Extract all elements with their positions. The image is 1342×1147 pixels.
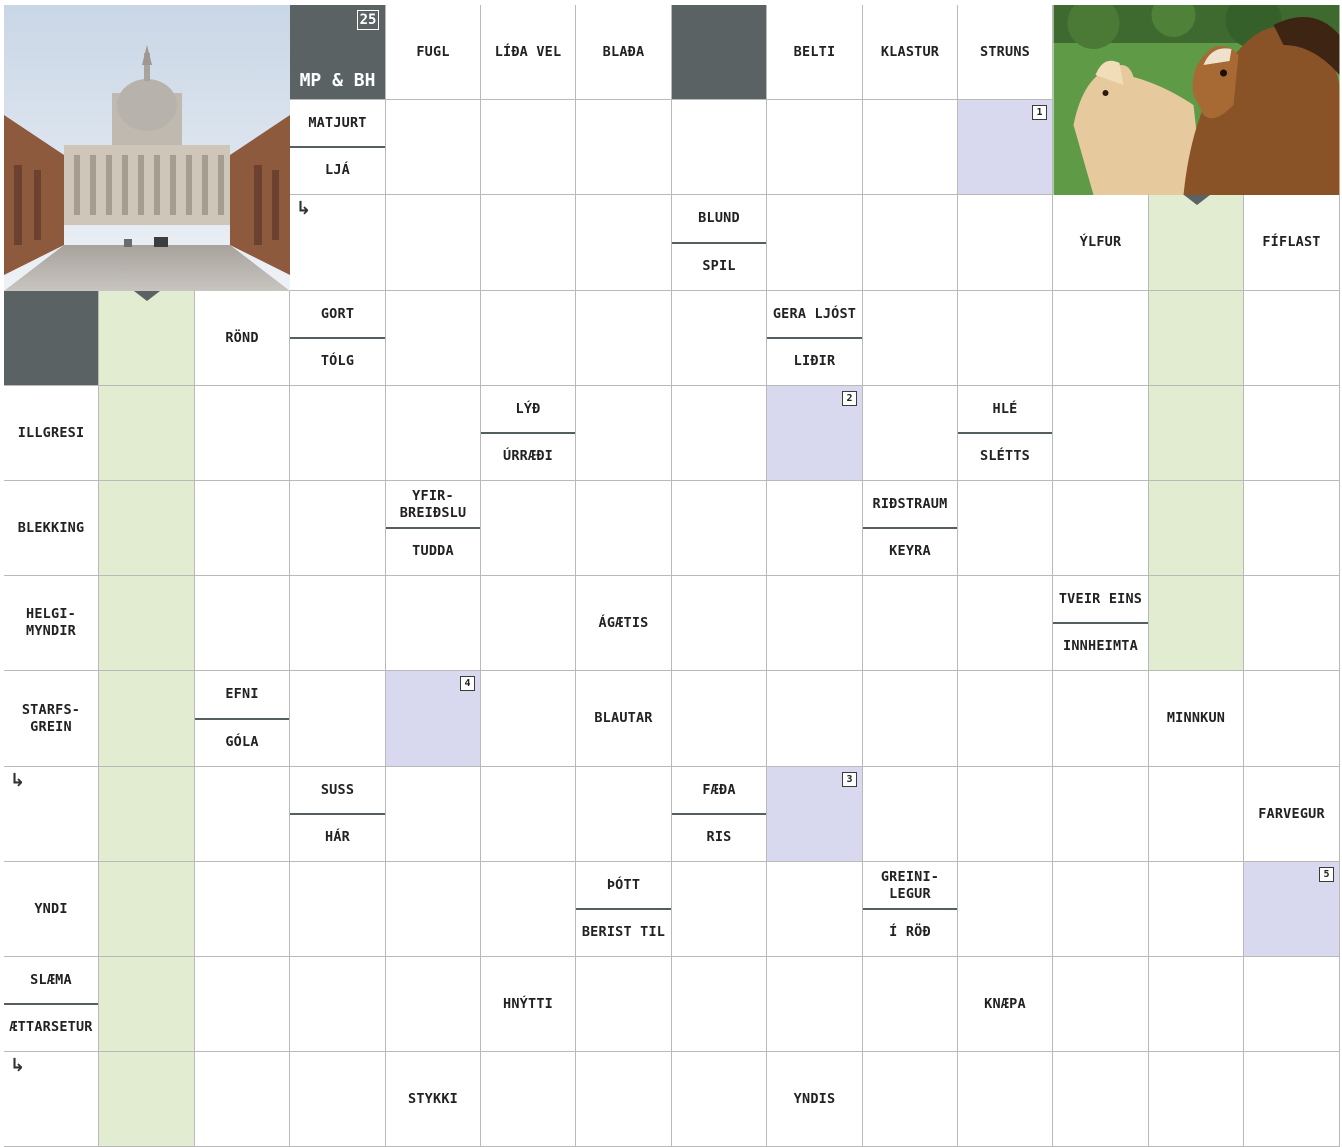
- clue-text: BLAUTAR: [594, 710, 653, 726]
- grid-cell[interactable]: [1244, 576, 1340, 671]
- crossword-board: [4, 5, 1340, 1143]
- blocked-cell: [672, 5, 767, 100]
- st-peters-basilica-photo: [4, 5, 290, 291]
- grid-cell[interactable]: [767, 671, 863, 767]
- grid-cell[interactable]: [481, 1052, 576, 1147]
- clue-top: [290, 291, 385, 338]
- clue-text: SLÆMA: [30, 972, 72, 988]
- clue-bottom: [481, 433, 575, 480]
- clue-text: LÍÐA VEL: [494, 43, 562, 60]
- grid-cell[interactable]: [481, 100, 576, 195]
- answer-column-cell[interactable]: [99, 957, 195, 1052]
- clue-bottom: [767, 338, 862, 385]
- clue-top: [672, 195, 766, 243]
- clue-top: [195, 671, 289, 719]
- clue-top: [576, 862, 671, 909]
- clue-cell: [4, 862, 99, 957]
- grid-cell[interactable]: [576, 767, 672, 862]
- clue-text: BREIÐSLU: [399, 504, 467, 521]
- grid-cell[interactable]: [195, 957, 290, 1052]
- clue-text: Í RÖÐ: [889, 924, 931, 940]
- clue-text: KNÆPA: [984, 995, 1026, 1012]
- answer-column-cell[interactable]: [99, 767, 195, 862]
- clue-top: [481, 386, 575, 433]
- split-clue-cell: [481, 386, 576, 481]
- grid-cell[interactable]: [863, 671, 958, 767]
- key-square[interactable]: [958, 100, 1053, 195]
- clue-text: GÓLA: [225, 733, 259, 750]
- clue-bottom: [672, 243, 766, 291]
- clue-cell: [1244, 767, 1340, 862]
- clue-bottom: [863, 528, 957, 575]
- grid-cell[interactable]: [4, 767, 99, 862]
- clue-cell: [386, 1052, 481, 1147]
- grid-cell[interactable]: [4, 1052, 99, 1147]
- grid-cell[interactable]: [481, 671, 576, 767]
- key-number: 5: [1319, 867, 1334, 882]
- pointer-down-icon: [1184, 195, 1210, 205]
- grid-cell[interactable]: [1053, 386, 1149, 481]
- grid-cell[interactable]: [1244, 957, 1340, 1052]
- clue-text: FÍFLAST: [1262, 234, 1321, 250]
- arrow-corner-icon: ↳: [10, 770, 26, 791]
- clue-bottom: [672, 814, 766, 861]
- grid-cell[interactable]: [958, 195, 1053, 291]
- grid-cell[interactable]: [1053, 291, 1149, 386]
- grid-cell[interactable]: [767, 862, 863, 957]
- clue-text: BLUND: [698, 210, 740, 227]
- key-square[interactable]: [386, 671, 481, 767]
- clue-cell: [767, 1052, 863, 1147]
- grid-cell[interactable]: [386, 100, 481, 195]
- answer-column-cell[interactable]: [99, 291, 195, 386]
- clue-text: BLAÐA: [602, 43, 645, 60]
- grid-cell[interactable]: [958, 1052, 1053, 1147]
- clue-text: KLASTUR: [880, 43, 940, 60]
- clue-cell: [4, 671, 99, 767]
- clue-top: [386, 481, 480, 528]
- clue-text: TUDDA: [412, 543, 454, 559]
- grid-cell[interactable]: [672, 862, 767, 957]
- answer-column-cell[interactable]: [99, 1052, 195, 1147]
- clue-text: RÖND: [225, 329, 259, 346]
- grid-cell[interactable]: [576, 957, 672, 1052]
- clue-text: ÝLFUR: [1079, 234, 1122, 250]
- grid-cell[interactable]: [386, 957, 481, 1052]
- clue-text: GREINI-: [880, 868, 940, 885]
- grid-cell[interactable]: [767, 100, 863, 195]
- grid-cell[interactable]: [1244, 1052, 1340, 1147]
- clue-text: TÓLG: [320, 353, 355, 369]
- split-clue-cell: [672, 195, 767, 291]
- arrow-corner-icon: ↳: [296, 198, 312, 219]
- grid-cell[interactable]: [386, 195, 481, 291]
- split-clue-cell: [290, 100, 386, 195]
- grid-cell[interactable]: [481, 862, 576, 957]
- clue-text: ÚRRÆÐI: [503, 448, 553, 464]
- grid-cell[interactable]: [863, 957, 958, 1052]
- split-clue-cell: [4, 957, 99, 1052]
- puzzle-number: 25: [357, 10, 379, 30]
- clue-text: MATJURT: [308, 115, 367, 131]
- grid-cell[interactable]: [672, 386, 767, 481]
- grid-cell[interactable]: [290, 481, 386, 576]
- grid-cell[interactable]: [958, 862, 1053, 957]
- answer-column-cell[interactable]: [1149, 576, 1244, 671]
- split-clue-cell: [290, 767, 386, 862]
- clue-bottom: [958, 433, 1052, 480]
- clue-text: ÁGÆTIS: [598, 614, 649, 631]
- clue-bottom: [863, 909, 957, 956]
- grid-cell[interactable]: [1053, 481, 1149, 576]
- grid-cell[interactable]: [1244, 386, 1340, 481]
- clue-text: YNDIS: [793, 1090, 836, 1107]
- grid-cell[interactable]: [481, 195, 576, 291]
- answer-column-cell[interactable]: [1149, 291, 1244, 386]
- grid-cell[interactable]: [672, 671, 767, 767]
- clue-text: SLÉTTS: [980, 448, 1030, 464]
- clue-bottom: [290, 338, 385, 385]
- split-clue-cell: [576, 862, 672, 957]
- clue-text: GERA LJÓST: [772, 306, 857, 322]
- answer-column-cell[interactable]: [99, 576, 195, 671]
- grid-cell[interactable]: [1053, 767, 1149, 862]
- grid-cell[interactable]: [195, 1052, 290, 1147]
- grid-cell[interactable]: [672, 100, 767, 195]
- answer-column-cell[interactable]: [99, 862, 195, 957]
- clue-text: SUSS: [320, 782, 355, 798]
- grid-cell[interactable]: [958, 576, 1053, 671]
- grid-cell[interactable]: [290, 1052, 386, 1147]
- grid-cell[interactable]: [1053, 671, 1149, 767]
- clue-text: GREIN: [30, 718, 72, 735]
- grid-cell[interactable]: [290, 576, 386, 671]
- split-clue-cell: [767, 291, 863, 386]
- clue-text: MYNDIR: [26, 623, 76, 639]
- clue-cell: [481, 957, 576, 1052]
- grid-cell[interactable]: [576, 481, 672, 576]
- clue-text: STRUNS: [980, 43, 1030, 60]
- grid-cell[interactable]: [672, 481, 767, 576]
- grid-cell[interactable]: [386, 767, 481, 862]
- clue-cell: [576, 576, 672, 671]
- clue-top: [290, 767, 385, 814]
- grid-cell[interactable]: [863, 195, 958, 291]
- clue-text: BLEKKING: [17, 519, 85, 536]
- grid-cell[interactable]: [958, 481, 1053, 576]
- key-number: 4: [460, 676, 475, 691]
- grid-cell[interactable]: [958, 671, 1053, 767]
- clue-text: FUGL: [416, 43, 450, 60]
- clue-text: HNÝTTI: [503, 995, 553, 1012]
- clue-text: FÆÐA: [702, 782, 736, 798]
- puzzle-credit-block: [290, 5, 386, 100]
- grid-cell[interactable]: [576, 100, 672, 195]
- clue-top: [958, 386, 1052, 433]
- grid-cell[interactable]: [290, 671, 386, 767]
- split-clue-cell: [863, 481, 958, 576]
- answer-column-cell[interactable]: [99, 386, 195, 481]
- split-clue-cell: [672, 767, 767, 862]
- clue-top: [4, 957, 98, 1004]
- clue-text: SPIL: [702, 257, 736, 274]
- clue-text: ÞÓTT: [606, 877, 641, 893]
- grid-cell[interactable]: [672, 576, 767, 671]
- grid-cell[interactable]: [195, 481, 290, 576]
- clue-cell: [576, 671, 672, 767]
- clue-cell: [195, 291, 290, 386]
- clue-top: [767, 291, 862, 338]
- grid-cell[interactable]: [958, 291, 1053, 386]
- grid-cell[interactable]: [290, 195, 386, 291]
- grid-cell[interactable]: [386, 386, 481, 481]
- clue-cell: [767, 5, 863, 100]
- grid-cell[interactable]: [195, 767, 290, 862]
- clue-text: BERIST TIL: [581, 924, 666, 940]
- clue-bottom: [1053, 623, 1148, 670]
- clue-bottom: [4, 1004, 98, 1051]
- clue-bottom: [195, 719, 289, 767]
- grid-cell[interactable]: [386, 291, 481, 386]
- clue-cell: [958, 5, 1053, 100]
- clue-text: ÆTTARSETUR: [9, 1019, 93, 1035]
- clue-cell: [958, 957, 1053, 1052]
- grid-cell[interactable]: [863, 576, 958, 671]
- clue-text: FARVEGUR: [1258, 805, 1325, 822]
- clue-text: INNHEIMTA: [1063, 638, 1138, 654]
- clue-top: [1053, 576, 1148, 623]
- clue-bottom: [576, 909, 671, 956]
- grid-cell[interactable]: [672, 1052, 767, 1147]
- clue-cell: [4, 576, 99, 671]
- key-square[interactable]: [1244, 862, 1340, 957]
- clue-text: HELGI-: [26, 606, 76, 622]
- clue-cell: [481, 5, 576, 100]
- grid-cell[interactable]: [1149, 862, 1244, 957]
- grid-cell[interactable]: [481, 291, 576, 386]
- grid-cell[interactable]: [863, 100, 958, 195]
- clue-cell: [1149, 671, 1244, 767]
- split-clue-cell: [195, 671, 290, 767]
- key-square[interactable]: [767, 767, 863, 862]
- answer-column-cell[interactable]: [1149, 195, 1244, 291]
- clue-text: YNDI: [34, 900, 68, 917]
- grid-cell[interactable]: [195, 386, 290, 481]
- grid-cell[interactable]: [1244, 291, 1340, 386]
- grid-cell[interactable]: [576, 386, 672, 481]
- key-number: 2: [842, 391, 857, 406]
- clue-cell: [386, 5, 481, 100]
- answer-column-cell[interactable]: [1149, 386, 1244, 481]
- grid-cell[interactable]: [767, 195, 863, 291]
- clue-text: STYKKI: [408, 1090, 458, 1107]
- clue-text: HLÉ: [992, 401, 1018, 417]
- clue-text: BELTI: [793, 43, 836, 60]
- blocked-cell: [4, 291, 99, 386]
- clue-top: [672, 767, 766, 814]
- answer-column-cell[interactable]: [99, 481, 195, 576]
- clue-top: [290, 100, 385, 147]
- clue-cell: [4, 386, 99, 481]
- grid-cell[interactable]: [195, 862, 290, 957]
- grid-cell[interactable]: [481, 481, 576, 576]
- puzzle-credit: MP & BH: [299, 70, 376, 91]
- clue-text: LJÁ: [325, 162, 350, 178]
- clue-text: HÁR: [325, 829, 350, 845]
- grid-cell[interactable]: [386, 576, 481, 671]
- clue-top: [863, 481, 957, 528]
- grid-cell[interactable]: [1244, 481, 1340, 576]
- clue-bottom: [386, 528, 480, 575]
- grid-cell[interactable]: [290, 386, 386, 481]
- grid-cell[interactable]: [863, 291, 958, 386]
- clue-cell: [4, 481, 99, 576]
- grid-cell[interactable]: [481, 576, 576, 671]
- split-clue-cell: [863, 862, 958, 957]
- grid-cell[interactable]: [863, 1052, 958, 1147]
- grid-cell[interactable]: [290, 862, 386, 957]
- grid-cell[interactable]: [958, 767, 1053, 862]
- grid-cell[interactable]: [1149, 957, 1244, 1052]
- grid-cell[interactable]: [767, 481, 863, 576]
- grid-cell[interactable]: [1149, 1052, 1244, 1147]
- grid-cell[interactable]: [386, 862, 481, 957]
- grid-cell[interactable]: [863, 386, 958, 481]
- clue-text: GORT: [320, 306, 355, 322]
- clue-text: KEYRA: [889, 543, 931, 559]
- answer-column-cell[interactable]: [1149, 481, 1244, 576]
- grid-cell[interactable]: [863, 767, 958, 862]
- pointer-down-icon: [134, 291, 160, 301]
- clue-bottom: [290, 147, 385, 194]
- clue-text: RIÐSTRAUM: [872, 496, 948, 512]
- answer-column-cell[interactable]: [99, 671, 195, 767]
- clue-text: TVEIR EINS: [1058, 591, 1143, 607]
- clue-top: [863, 862, 957, 909]
- grid-cell[interactable]: [576, 1052, 672, 1147]
- clue-cell: [863, 5, 958, 100]
- grid-cell[interactable]: [576, 291, 672, 386]
- grid-cell[interactable]: [1053, 862, 1149, 957]
- clue-text: EFNI: [225, 686, 259, 703]
- clue-text: LEGUR: [889, 885, 931, 902]
- key-number: 1: [1032, 105, 1047, 120]
- split-clue-cell: [1053, 576, 1149, 671]
- grid-cell[interactable]: [1053, 1052, 1149, 1147]
- clue-text: MINNKUN: [1166, 710, 1226, 726]
- grid-cell[interactable]: [672, 957, 767, 1052]
- grid-cell[interactable]: [1149, 767, 1244, 862]
- grid-cell[interactable]: [576, 195, 672, 291]
- key-number: 3: [842, 772, 857, 787]
- grid-cell[interactable]: [195, 576, 290, 671]
- clue-text: LIÐIR: [793, 353, 836, 369]
- split-clue-cell: [386, 481, 481, 576]
- grid-cell[interactable]: [1244, 671, 1340, 767]
- horses-photo: [1053, 5, 1340, 195]
- clue-text: YFIR-: [412, 487, 454, 504]
- split-clue-cell: [290, 291, 386, 386]
- clue-text: RIS: [706, 829, 732, 845]
- clue-cell: [576, 5, 672, 100]
- arrow-corner-icon: ↳: [10, 1055, 26, 1076]
- clue-cell: [1053, 195, 1149, 291]
- clue-bottom: [290, 814, 385, 861]
- key-square[interactable]: [767, 386, 863, 481]
- clue-text: STARFS-: [21, 701, 81, 718]
- split-clue-cell: [958, 386, 1053, 481]
- grid-cell[interactable]: [290, 957, 386, 1052]
- grid-cell[interactable]: [767, 957, 863, 1052]
- grid-cell[interactable]: [1053, 957, 1149, 1052]
- clue-cell: [1244, 195, 1340, 291]
- clue-text: LÝÐ: [515, 401, 541, 417]
- grid-cell[interactable]: [767, 576, 863, 671]
- grid-cell[interactable]: [481, 767, 576, 862]
- clue-text: ILLGRESI: [17, 424, 85, 441]
- grid-cell[interactable]: [672, 291, 767, 386]
